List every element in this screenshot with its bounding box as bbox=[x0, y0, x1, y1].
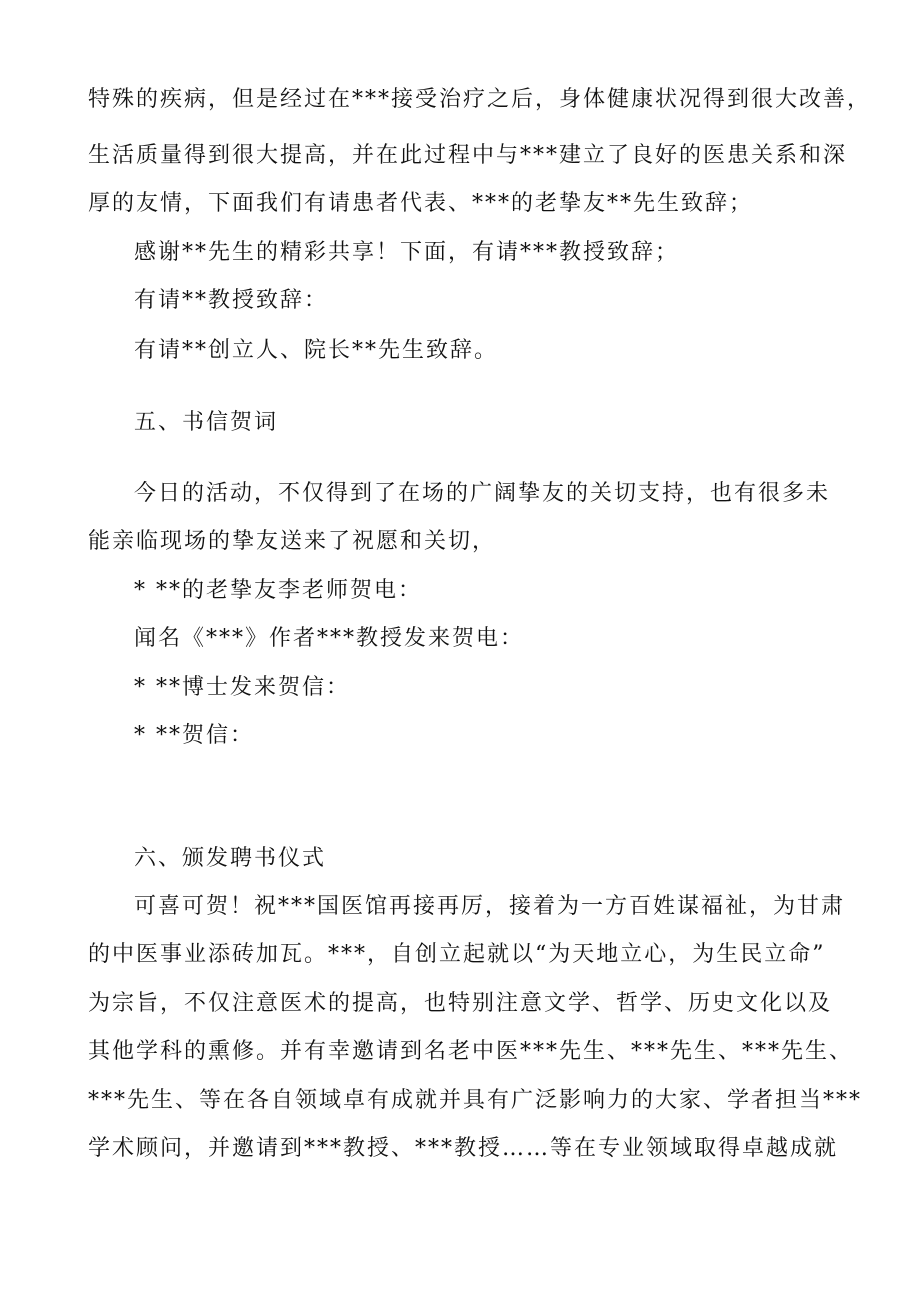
paragraph-line: 能亲临现场的挚友送来了祝愿和关切， bbox=[88, 529, 497, 554]
speech-line: 感谢**先生的精彩共享！下面，有请***教授致辞； bbox=[134, 240, 680, 265]
list-item: * **的老挚友李老师贺电： bbox=[134, 578, 422, 603]
list-item: * **博士发来贺信： bbox=[134, 675, 350, 700]
speech-line: 有请**创立人、院长**先生致辞。 bbox=[134, 338, 499, 363]
speech-line: 有请**教授致辞： bbox=[134, 288, 329, 313]
paragraph-line: ***先生、等在各自领域卓有成就并具有广泛影响力的大家、学者担当*** bbox=[88, 1088, 863, 1113]
paragraph-line: 生活质量得到很大提高，并在此过程中与***建立了良好的医患关系和深 bbox=[88, 143, 848, 168]
paragraph-line: 今日的活动，不仅得到了在场的广阔挚友的关切支持，也有很多未 bbox=[134, 481, 831, 506]
paragraph-line: 学术顾问，并邀请到***教授、***教授……等在专业领域取得卓越成就 bbox=[88, 1136, 839, 1161]
list-item: * **贺信： bbox=[134, 723, 254, 748]
section-heading-six: 六、颁发聘书仪式 bbox=[134, 846, 327, 871]
paragraph-line: 厚的友情，下面我们有请患者代表、***的老挚友**先生致辞； bbox=[88, 191, 754, 216]
paragraph-line: 可喜可贺！祝***国医馆再接再厉，接着为一方百姓谋福祉，为甘肃 bbox=[134, 894, 846, 919]
paragraph-line: 的中医事业添砖加瓦。***，自创立起就以“为天地立心，为生民立命” bbox=[88, 942, 826, 967]
paragraph-line: 为宗旨，不仅注意医术的提高，也特别注意文学、哲学、历史文化以及 bbox=[88, 991, 833, 1016]
paragraph-line: 特殊的疾病，但是经过在***接受治疗之后，身体健康状况得到很大改善， bbox=[88, 87, 872, 112]
list-item: 闻名《***》作者***教授发来贺电： bbox=[134, 626, 525, 651]
section-heading-five: 五、书信贺词 bbox=[134, 410, 279, 435]
paragraph-line: 其他学科的熏修。并有幸邀请到名老中医***先生、***先生、***先生、 bbox=[88, 1039, 854, 1064]
